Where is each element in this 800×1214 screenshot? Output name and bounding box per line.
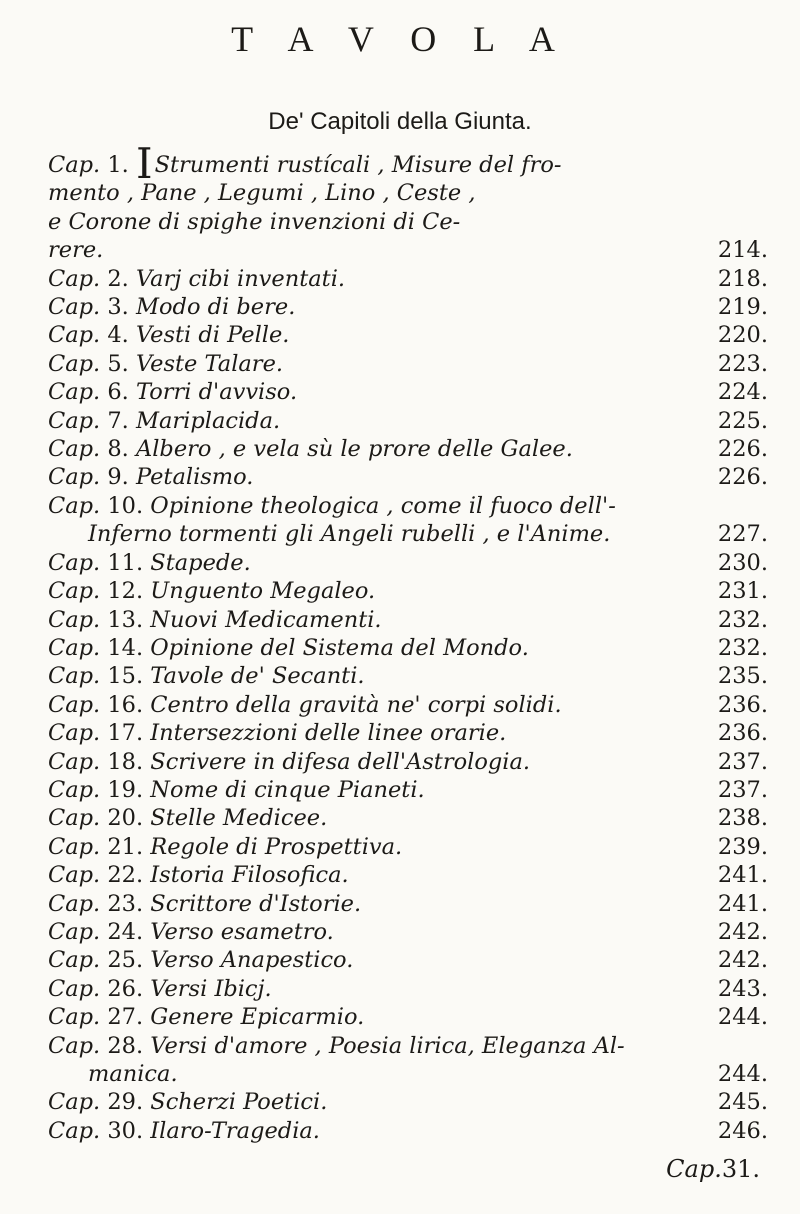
chapter-entry xyxy=(48,549,768,577)
chapter-title-continued: rere. xyxy=(48,237,104,264)
page-number: 232. xyxy=(717,606,768,633)
chapter-title: Scrittore d'Istorie. xyxy=(150,890,362,917)
chapter-title: Petalismo. xyxy=(135,464,254,491)
chapter-entry xyxy=(48,577,768,605)
chapter-title-continued: manica. xyxy=(88,1061,178,1087)
cap-label: Cap. xyxy=(48,322,101,349)
chapter-number: 21. xyxy=(107,833,144,860)
chapter-number: 8. xyxy=(107,436,129,463)
chapter-entry xyxy=(48,918,768,946)
chapter-number: 30. xyxy=(107,1117,144,1144)
chapter-title: Istoria Filosofica. xyxy=(150,862,349,889)
cap-label: Cap. xyxy=(48,634,101,661)
chapter-entry xyxy=(48,265,768,293)
chapter-title: Modo di bere. xyxy=(135,294,296,321)
drop-cap: I xyxy=(135,139,153,188)
chapter-number: 20. xyxy=(107,805,144,832)
chapter-title: Veste Talare. xyxy=(135,350,284,377)
chapter-number: 12. xyxy=(107,578,144,605)
chapter-number: 3. xyxy=(107,294,129,321)
chapter-title: Verso esametro. xyxy=(150,918,334,945)
chapter-title: Mariplacida. xyxy=(135,407,281,434)
page-number: 244. xyxy=(717,1004,768,1031)
page-number: 236. xyxy=(717,691,768,718)
cap-label: Cap. xyxy=(48,805,101,832)
cap-label: Cap. xyxy=(48,691,101,718)
page-number: 232. xyxy=(717,634,768,661)
chapter-title: Nome di cinque Pianeti. xyxy=(150,776,425,803)
chapter-entry xyxy=(48,407,768,435)
cap-label: Cap. xyxy=(48,464,101,491)
chapter-title: Strumenti rustícali , Misure del fro- xyxy=(154,152,562,178)
chapter-entry xyxy=(48,975,768,1003)
section-subheading: De' Capitoli della Giunta. xyxy=(268,108,532,135)
chapter-title: Regole di Prospettiva. xyxy=(150,833,403,860)
chapter-number: 10. xyxy=(107,492,144,519)
cap-label: Cap. xyxy=(48,436,101,463)
cap-label: Cap. xyxy=(48,379,101,406)
chapter-title: Verso Anapestico. xyxy=(150,947,354,974)
chapter-title-continued: Inferno tormenti gli Angeli rubelli , e l'Anime. xyxy=(88,521,611,548)
chapter-number: 14. xyxy=(107,634,144,661)
chapter-entry xyxy=(48,691,768,719)
chapter-entry xyxy=(48,378,768,406)
cap-label: Cap. xyxy=(48,492,101,519)
chapter-title: Nuovi Medicamenti. xyxy=(150,606,382,633)
chapter-entry xyxy=(48,606,768,634)
chapter-title: Intersezzioni delle linee orarie. xyxy=(150,720,507,747)
chapter-number: 24. xyxy=(107,918,144,945)
page-number: 239. xyxy=(717,833,768,860)
chapter-title: Albero , e vela sù le prore delle Galee. xyxy=(135,436,573,463)
chapter-number: 5. xyxy=(107,350,129,377)
page-number: 219. xyxy=(717,294,768,321)
cap-label: Cap. xyxy=(48,152,101,178)
chapter-number: 15. xyxy=(107,663,144,690)
chapter-title: Opinione theologica , come il fuoco dell'- xyxy=(150,492,616,519)
chapter-title: Opinione del Sistema del Mondo. xyxy=(150,634,529,661)
page-number: 227. xyxy=(717,521,768,548)
chapter-entry xyxy=(48,833,768,861)
chapter-title: Versi Ibicj. xyxy=(150,975,272,1002)
page-number: 244. xyxy=(717,1061,768,1087)
cap-label: Cap. xyxy=(48,947,101,974)
chapter-entry xyxy=(48,293,768,321)
chapter-number: 7. xyxy=(107,407,129,434)
cap-label: Cap. xyxy=(48,1032,101,1059)
chapter-number: 22. xyxy=(107,862,144,889)
chapter-entry xyxy=(48,804,768,832)
chapter-number: 28. xyxy=(107,1032,144,1059)
chapter-title: Scherzi Poetici. xyxy=(150,1089,328,1116)
chapter-number: 1. xyxy=(107,152,129,178)
chapter-entry xyxy=(48,748,768,776)
cap-label: Cap. xyxy=(48,606,101,633)
chapter-title: Varj cibi inventati. xyxy=(135,265,346,292)
cap-label: Cap. xyxy=(48,1117,101,1144)
chapter-entry xyxy=(48,1117,768,1145)
chapter-entry xyxy=(48,463,768,491)
page-number: 241. xyxy=(717,862,768,889)
chapter-number: 9. xyxy=(107,464,129,491)
chapter-number: 4. xyxy=(107,322,129,349)
page-number: 214. xyxy=(717,237,768,264)
chapter-entry xyxy=(48,946,768,974)
page-number: 225. xyxy=(717,407,768,434)
cap-label: Cap. xyxy=(48,265,101,292)
chapter-entry xyxy=(48,435,768,463)
page-number: 245. xyxy=(717,1089,768,1116)
page-number: 226. xyxy=(717,436,768,463)
catchword-cap: Cap. xyxy=(666,1155,722,1183)
chapter-number: 23. xyxy=(107,890,144,917)
chapter-title: Scrivere in difesa dell'Astrologia. xyxy=(150,748,531,775)
cap-label: Cap. xyxy=(48,862,101,889)
page-number: 238. xyxy=(717,805,768,832)
chapter-entry xyxy=(48,1003,768,1031)
cap-label: Cap. xyxy=(48,294,101,321)
cap-label: Cap. xyxy=(48,776,101,803)
chapter-title: Ilaro-Tragedia. xyxy=(150,1117,320,1144)
page-number: 236. xyxy=(717,720,768,747)
cap-label: Cap. xyxy=(48,1089,101,1116)
catchword-number: 31. xyxy=(721,1155,760,1183)
chapter-number: 29. xyxy=(107,1089,144,1116)
page-heading: T A V O L A xyxy=(231,19,569,59)
chapter-title-continued: e Corone di spighe invenzioni di Ce- xyxy=(48,208,461,235)
chapter-entry xyxy=(48,634,768,662)
page-number: 230. xyxy=(717,549,768,576)
chapter-title: Stelle Medicee. xyxy=(150,805,328,832)
cap-label: Cap. xyxy=(48,748,101,775)
chapter-entry xyxy=(48,350,768,378)
page-number: 218. xyxy=(717,265,768,292)
chapter-number: 18. xyxy=(107,748,144,775)
chapter-entry xyxy=(48,719,768,747)
chapter-number: 2. xyxy=(107,265,129,292)
chapter-entry xyxy=(48,776,768,804)
page-number: 242. xyxy=(717,947,768,974)
chapter-number: 27. xyxy=(107,1004,144,1031)
page-number: 237. xyxy=(717,776,768,803)
cap-label: Cap. xyxy=(48,350,101,377)
cap-label: Cap. xyxy=(48,833,101,860)
chapter-entry xyxy=(48,890,768,918)
chapter-number: 6. xyxy=(107,379,129,406)
cap-label: Cap. xyxy=(48,663,101,690)
chapter-number: 26. xyxy=(107,975,144,1002)
chapter-number: 25. xyxy=(107,947,144,974)
cap-label: Cap. xyxy=(48,918,101,945)
chapter-number: 13. xyxy=(107,606,144,633)
page-number: 231. xyxy=(717,578,768,605)
chapter-title: Vesti di Pelle. xyxy=(135,322,290,349)
chapter-title: Versi d'amore , Poesia lirica, Eleganza Al- xyxy=(150,1032,625,1059)
chapter-title: Centro della gravità ne' corpi solidi. xyxy=(150,691,562,718)
page-number: 242. xyxy=(717,918,768,945)
chapter-entry xyxy=(48,662,768,690)
chapter-entry xyxy=(48,1032,768,1089)
cap-label: Cap. xyxy=(48,407,101,434)
cap-label: Cap. xyxy=(48,890,101,917)
cap-label: Cap. xyxy=(48,1004,101,1031)
chapter-list xyxy=(48,139,768,1145)
chapter-title: Stapede. xyxy=(150,549,251,576)
page-number: 224. xyxy=(717,379,768,406)
page-number: 243. xyxy=(717,975,768,1002)
cap-label: Cap. xyxy=(48,578,101,605)
chapter-number: 17. xyxy=(107,720,144,747)
chapter-entry xyxy=(48,321,768,349)
chapter-title: Torri d'avviso. xyxy=(135,379,298,406)
chapter-number: 16. xyxy=(107,691,144,718)
cap-label: Cap. xyxy=(48,720,101,747)
chapter-entry xyxy=(48,1088,768,1116)
chapter-entry xyxy=(48,492,768,549)
chapter-entry xyxy=(48,861,768,889)
chapter-title: Tavole de' Secanti. xyxy=(150,663,365,690)
cap-label: Cap. xyxy=(48,975,101,1002)
page-number: 237. xyxy=(717,748,768,775)
chapter-title-continued: mento , Pane , Legumi , Lino , Ceste , xyxy=(48,180,476,207)
chapter-number: 19. xyxy=(107,776,144,803)
chapter-title: Unguento Megaleo. xyxy=(150,578,376,605)
catchword xyxy=(666,1155,760,1183)
chapter-number: 11. xyxy=(107,549,144,576)
page-number: 226. xyxy=(717,464,768,491)
page-number: 223. xyxy=(717,350,768,377)
page-number: 235. xyxy=(717,663,768,690)
cap-label: Cap. xyxy=(48,549,101,576)
page-number: 220. xyxy=(717,322,768,349)
chapter-entry xyxy=(48,139,768,265)
page-number: 246. xyxy=(717,1117,768,1144)
page-number: 241. xyxy=(717,890,768,917)
chapter-title: Genere Epicarmio. xyxy=(150,1004,365,1031)
